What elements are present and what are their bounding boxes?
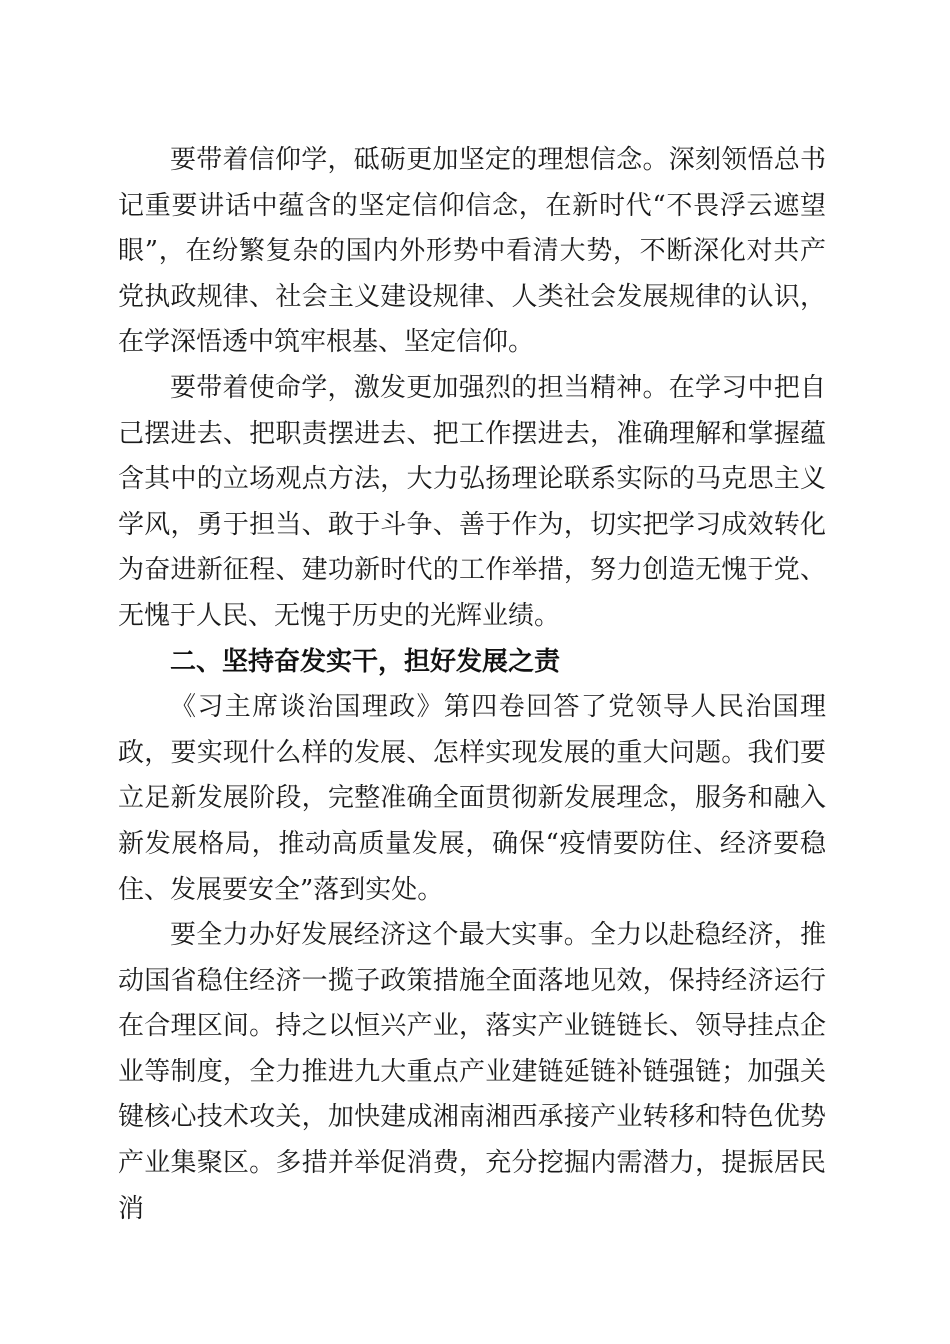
paragraph-mission-study: 要带着使命学，激发更加强烈的担当精神。在学习中把自己摆进去、把职责摆进去、把工作摆进去，准确理解和掌握蕴含其中的立场观点方法，大力弘扬理论联系实际的马克思主义学风，勇于担当、敢于斗争、善于作为，切实把学习成效转化为奋进新征程、建功新时代的工作举措，努力创造无愧于党、无愧于人民、无愧于历史的光辉业绩。 [118, 372, 826, 631]
document-body [118, 138, 826, 1232]
paragraph-development-intro: 《习主席谈治国理政》第四卷回答了党领导人民治国理政，要实现什么样的发展、怎样实现发展的重大问题。我们要立足新发展阶段，完整准确全面贯彻新发展理念，服务和融入新发展格局，推动高质量发展，确保“疫情要防住、经济要稳住、发展要安全”落到实处。 [118, 692, 826, 905]
section-heading: 二、坚持奋发实干，担好发展之责 [170, 646, 561, 677]
paragraph-economy: 要全力办好发展经济这个最大实事。全力以赴稳经济，推动国省稳住经济一揽子政策措施全面落地见效，保持经济运行在合理区间。持之以恒兴产业，落实产业链链长、领导挂点企业等制度，全力推进九大重点产业建链延链补链强链；加强关键核心技术攻关，加快建成湘南湘西承接产业转移和特色优势产业集聚区。多措并举促消费，充分挖掘内需潜力，提振居民消 [118, 920, 826, 1224]
paragraph-faith-study: 要带着信仰学，砥砺更加坚定的理想信念。深刻领悟总书记重要讲话中蕴含的坚定信仰信念，在新时代“不畏浮云遮望眼”，在纷繁复杂的国内外形势中看清大势，不断深化对共产党执政规律、社会主义建设规律、人类社会发展规律的认识，在学深悟透中筑牢根基、坚定信仰。 [118, 145, 826, 358]
